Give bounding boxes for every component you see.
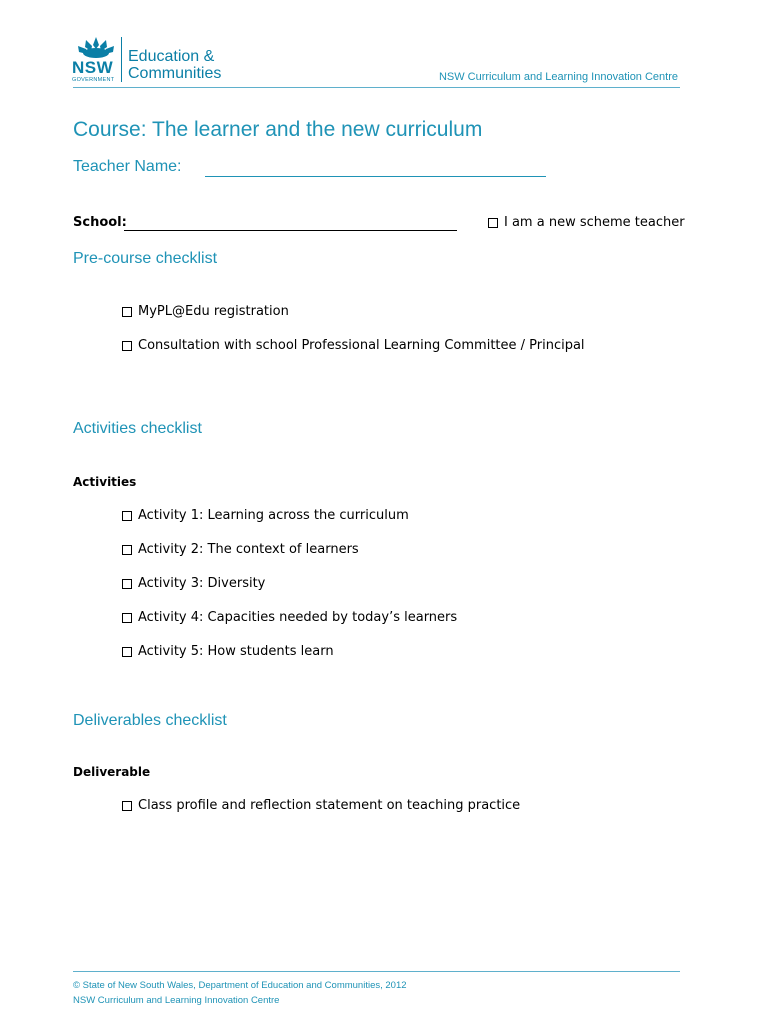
school-label: School: (73, 215, 127, 230)
logo-education-text: Education & (128, 48, 215, 65)
footer-centre: NSW Curriculum and Learning Innovation Centre (73, 995, 280, 1006)
logo-divider (121, 37, 122, 82)
checkbox-icon[interactable] (122, 511, 132, 521)
new-scheme-checkbox-row[interactable] (488, 215, 685, 230)
checklist-item-label: Activity 3: Diversity (138, 576, 266, 591)
checklist-item-label: Activity 4: Capacities needed by today’s learners (138, 610, 458, 625)
checklist-item-label: Class profile and reflection statement on teaching practice (138, 798, 521, 813)
logo-government-text: GOVERNMENT (72, 77, 115, 83)
checkbox-icon[interactable] (122, 341, 132, 351)
checkbox-icon[interactable] (122, 579, 132, 589)
logo-nsw-text: NSW (72, 58, 114, 77)
checklist-item-label: MyPL@Edu registration (138, 304, 289, 319)
teacher-name-field[interactable] (205, 176, 546, 177)
footer-copyright: © State of New South Wales, Department of Education and Communities, 2012 (73, 980, 407, 991)
header-divider (73, 87, 680, 88)
activity-item[interactable] (122, 542, 359, 557)
deliverables-heading: Deliverables checklist (73, 712, 227, 729)
activities-heading: Activities checklist (73, 420, 202, 437)
activity-item[interactable] (122, 644, 334, 659)
activities-subheading: Activities (73, 475, 137, 489)
checkbox-icon[interactable] (122, 307, 132, 317)
school-field[interactable] (124, 230, 457, 231)
deliverables-subheading: Deliverable (73, 765, 151, 779)
activity-item[interactable] (122, 508, 409, 523)
checkbox-icon[interactable] (122, 801, 132, 811)
teacher-name-label: Teacher Name: (73, 158, 182, 175)
checkbox-icon[interactable] (488, 218, 498, 228)
page-title: Course: The learner and the new curriculum (73, 118, 483, 141)
precourse-heading: Pre-course checklist (73, 250, 218, 267)
checklist-item-label: Activity 5: How students learn (138, 644, 334, 659)
precourse-item[interactable] (122, 304, 289, 319)
activity-item[interactable] (122, 610, 457, 625)
checklist-item-label: Activity 2: The context of learners (138, 542, 359, 557)
footer-divider (73, 971, 680, 972)
logo-communities-text: Communities (128, 65, 222, 82)
checkbox-icon[interactable] (122, 545, 132, 555)
deliverable-item[interactable] (122, 798, 520, 813)
checklist-item-label: Consultation with school Professional Learning Committee / Principal (138, 338, 585, 353)
precourse-item[interactable] (122, 338, 585, 353)
checkbox-icon[interactable] (122, 613, 132, 623)
new-scheme-label: I am a new scheme teacher (504, 215, 685, 230)
activity-item[interactable] (122, 576, 265, 591)
checklist-item-label: Activity 1: Learning across the curriculum (138, 508, 409, 523)
centre-name: NSW Curriculum and Learning Innovation Centre (438, 71, 678, 83)
checkbox-icon[interactable] (122, 647, 132, 657)
